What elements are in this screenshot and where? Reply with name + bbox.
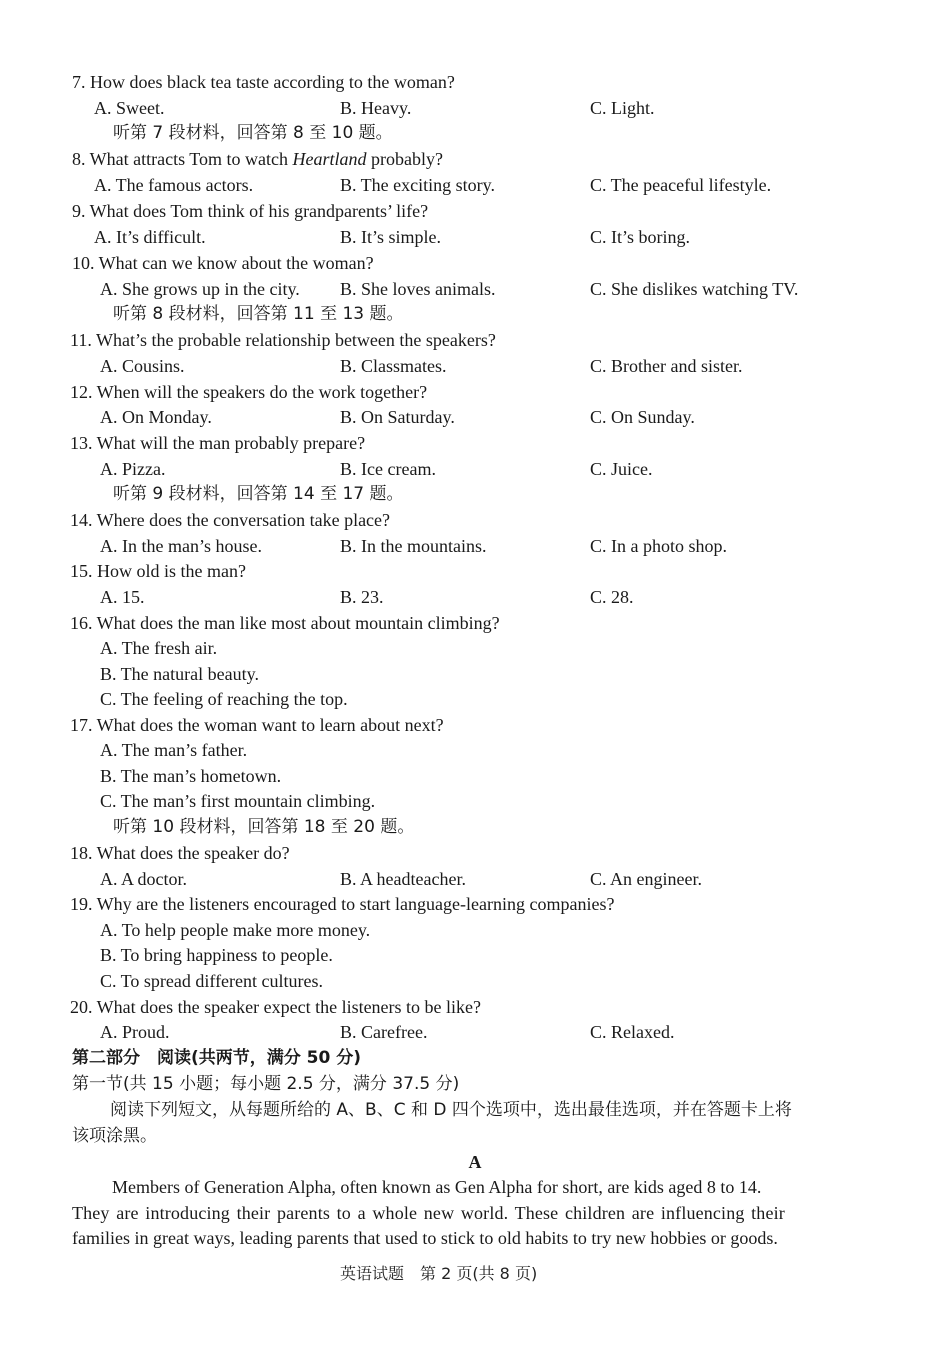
question-18-stem: 18. What does the speaker do?: [70, 843, 290, 863]
question-17-option-a: A. The man’s father.: [100, 740, 248, 760]
question-20-option-a: A. Proud.: [100, 1022, 170, 1042]
question-14-option-a: A. In the man’s house.: [100, 536, 262, 556]
section-instruction-9: 听第 9 段材料，回答第 14 至 17 题。: [113, 484, 404, 504]
question-10-stem: 10. What can we know about the woman?: [72, 253, 374, 273]
question-20-option-b: B. Carefree.: [340, 1022, 428, 1042]
question-14-option-c: C. In a photo shop.: [590, 536, 727, 556]
question-9-option-b: B. It’s simple.: [340, 227, 442, 247]
reading-instruction-line-2: 该项涂黑。: [72, 1126, 157, 1146]
question-15-option-a: A. 15.: [100, 587, 145, 607]
question-18-option-a: A. A doctor.: [100, 869, 188, 889]
question-17-stem: 17. What does the woman want to learn about next?: [70, 715, 444, 735]
question-19-option-a: A. To help people make more money.: [100, 920, 371, 940]
question-16-option-c: C. The feeling of reaching the top.: [100, 689, 348, 709]
question-13-stem: 13. What will the man probably prepare?: [70, 433, 366, 453]
question-9-option-c: C. It’s boring.: [590, 227, 691, 247]
section-one-heading: 第一节(共 15 小题；每小题 2.5 分，满分 37.5 分): [72, 1074, 460, 1094]
question-9-stem: 9. What does Tom think of his grandparents’ life?: [72, 201, 429, 221]
question-8-option-a: A. The famous actors.: [94, 175, 254, 195]
question-7-option-a: A. Sweet.: [94, 98, 165, 118]
question-12-stem: 12. When will the speakers do the work together?: [70, 382, 428, 402]
question-14-option-b: B. In the mountains.: [340, 536, 487, 556]
question-8-stem: 8. What attracts Tom to watch Heartland probably?: [72, 149, 444, 169]
section-instruction-8: 听第 8 段材料，回答第 11 至 13 题。: [113, 304, 404, 324]
question-16-option-a: A. The fresh air.: [100, 638, 218, 658]
question-16-stem: 16. What does the man like most about mountain climbing?: [70, 613, 500, 633]
passage-line-2: They are introducing their parents to a whole new world. These children are influencing their: [72, 1203, 785, 1223]
question-19-stem: 19. Why are the listeners encouraged to start language-learning companies?: [70, 894, 615, 914]
page-footer: 英语试题 第 2 页(共 8 页): [340, 1264, 538, 1283]
question-18-option-b: B. A headteacher.: [340, 869, 466, 889]
reading-instruction-line-1: 阅读下列短文，从每题所给的 A、B、C 和 D 四个选项中，选出最佳选项，并在答题卡上将: [110, 1100, 792, 1120]
section-instruction-10: 听第 10 段材料，回答第 18 至 20 题。: [113, 817, 415, 837]
question-13-option-c: C. Juice.: [590, 459, 653, 479]
question-13-option-b: B. Ice cream.: [340, 459, 436, 479]
question-18-option-c: C. An engineer.: [590, 869, 702, 889]
passage-label: A: [468, 1152, 482, 1172]
question-7-option-c: C. Light.: [590, 98, 655, 118]
question-15-option-c: C. 28.: [590, 587, 634, 607]
question-17-option-b: B. The man’s hometown.: [100, 766, 282, 786]
passage-line-3: families in great ways, leading parents that used to stick to old habits to try new hobbies or goods.: [72, 1228, 778, 1248]
question-12-option-b: B. On Saturday.: [340, 407, 455, 427]
question-7-option-b: B. Heavy.: [340, 98, 412, 118]
question-11-stem: 11. What’s the probable relationship between the speakers?: [70, 330, 496, 350]
question-9-option-a: A. It’s difficult.: [94, 227, 206, 247]
question-12-option-a: A. On Monday.: [100, 407, 212, 427]
question-14-stem: 14. Where does the conversation take place?: [70, 510, 391, 530]
question-20-option-c: C. Relaxed.: [590, 1022, 675, 1042]
question-11-option-a: A. Cousins.: [100, 356, 185, 376]
question-11-option-c: C. Brother and sister.: [590, 356, 743, 376]
question-10-option-c: C. She dislikes watching TV.: [590, 279, 799, 299]
part-two-heading: 第二部分 阅读(共两节，满分 50 分): [72, 1048, 362, 1068]
question-8-option-c: C. The peaceful lifestyle.: [590, 175, 772, 195]
question-20-stem: 20. What does the speaker expect the listeners to be like?: [70, 997, 482, 1017]
question-10-option-a: A. She grows up in the city.: [100, 279, 300, 299]
question-17-option-c: C. The man’s first mountain climbing.: [100, 791, 376, 811]
question-10-option-b: B. She loves animals.: [340, 279, 496, 299]
question-8-option-b: B. The exciting story.: [340, 175, 495, 195]
question-16-option-b: B. The natural beauty.: [100, 664, 259, 684]
question-13-option-a: A. Pizza.: [100, 459, 166, 479]
passage-line-1: Members of Generation Alpha, often known as Gen Alpha for short, are kids aged 8 to 14.: [112, 1177, 762, 1197]
question-19-option-c: C. To spread different cultures.: [100, 971, 324, 991]
section-instruction-7: 听第 7 段材料，回答第 8 至 10 题。: [113, 123, 393, 143]
question-11-option-b: B. Classmates.: [340, 356, 447, 376]
question-7-stem: 7. How does black tea taste according to the woman?: [72, 72, 455, 92]
question-12-option-c: C. On Sunday.: [590, 407, 695, 427]
question-15-option-b: B. 23.: [340, 587, 384, 607]
question-15-stem: 15. How old is the man?: [70, 561, 246, 581]
question-19-option-b: B. To bring happiness to people.: [100, 945, 333, 965]
